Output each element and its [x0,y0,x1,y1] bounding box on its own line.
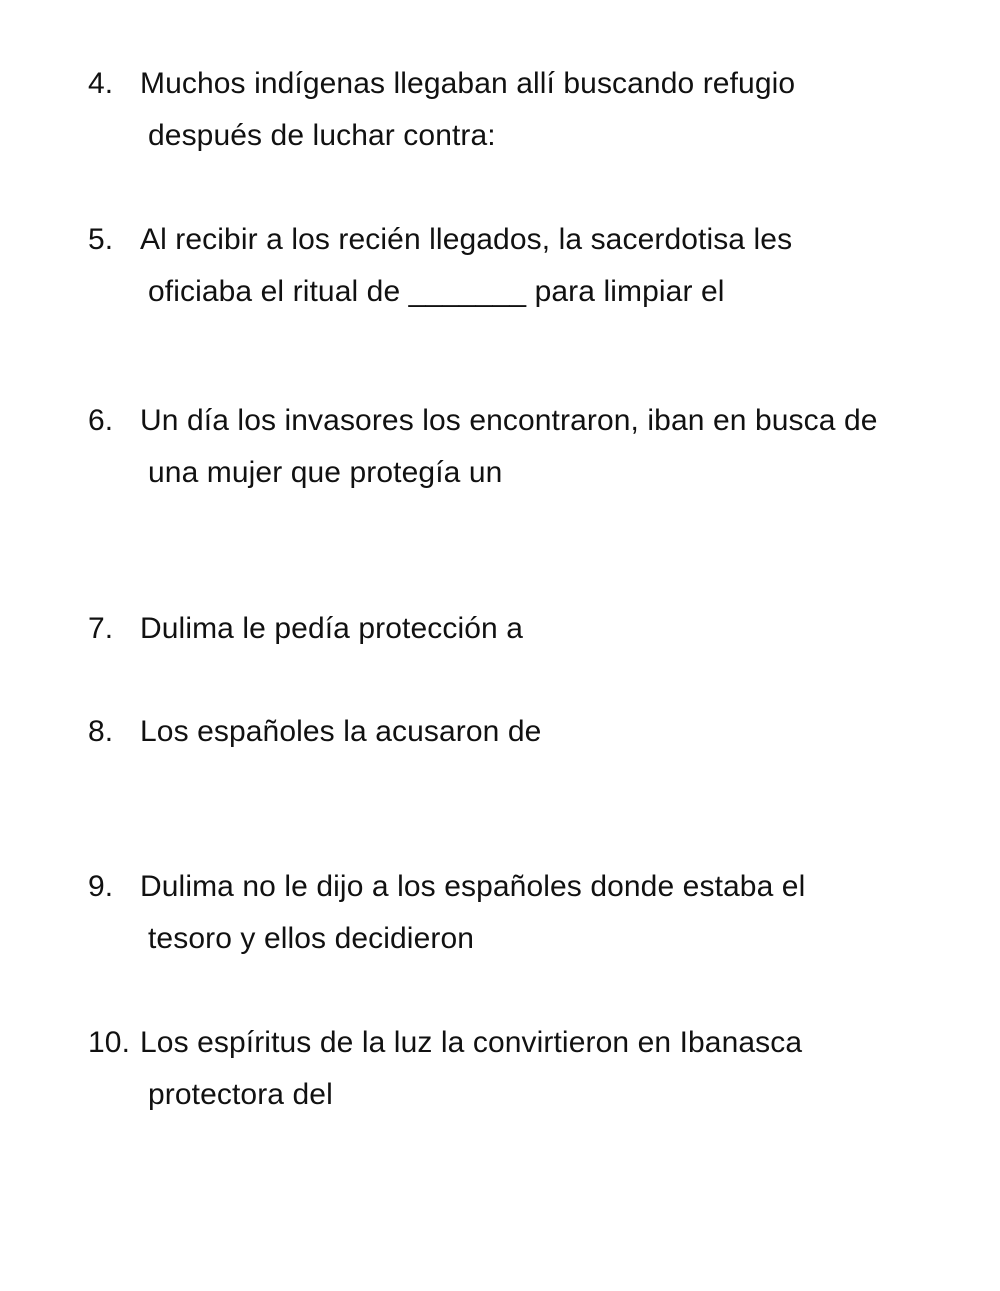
question-number: 6. [88,404,114,437]
question-text-line-2: una mujer que protegía un [148,456,503,489]
question-number: 9. [88,870,114,903]
question-text-line-1: Al recibir a los recién llegados, la sacerdotisa les [140,223,793,256]
question-text-line-2: oficiaba el ritual de _______ para limpiar el [148,275,725,308]
question-text-line-1: Los españoles la acusaron de [140,715,542,748]
question-text-line-1: Un día los invasores los encontraron, iban en busca de [140,404,878,437]
question-number: 4. [88,67,114,100]
question-text-line-1: Dulima le pedía protección a [140,612,524,645]
question-number: 10. [88,1026,131,1059]
question-number: 5. [88,223,114,256]
question-text-line-2: protectora del [148,1078,333,1111]
question-text-line-2: después de luchar contra: [148,119,496,152]
question-number: 8. [88,715,114,748]
question-number: 7. [88,612,114,645]
question-text-line-2: tesoro y ellos decidieron [148,922,475,955]
question-text-line-1: Los espíritus de la luz la convirtieron en Ibanasca [140,1026,803,1059]
question-text-line-1: Dulima no le dijo a los españoles donde estaba el [140,870,806,903]
question-text-line-1: Muchos indígenas llegaban allí buscando refugio [140,67,796,100]
